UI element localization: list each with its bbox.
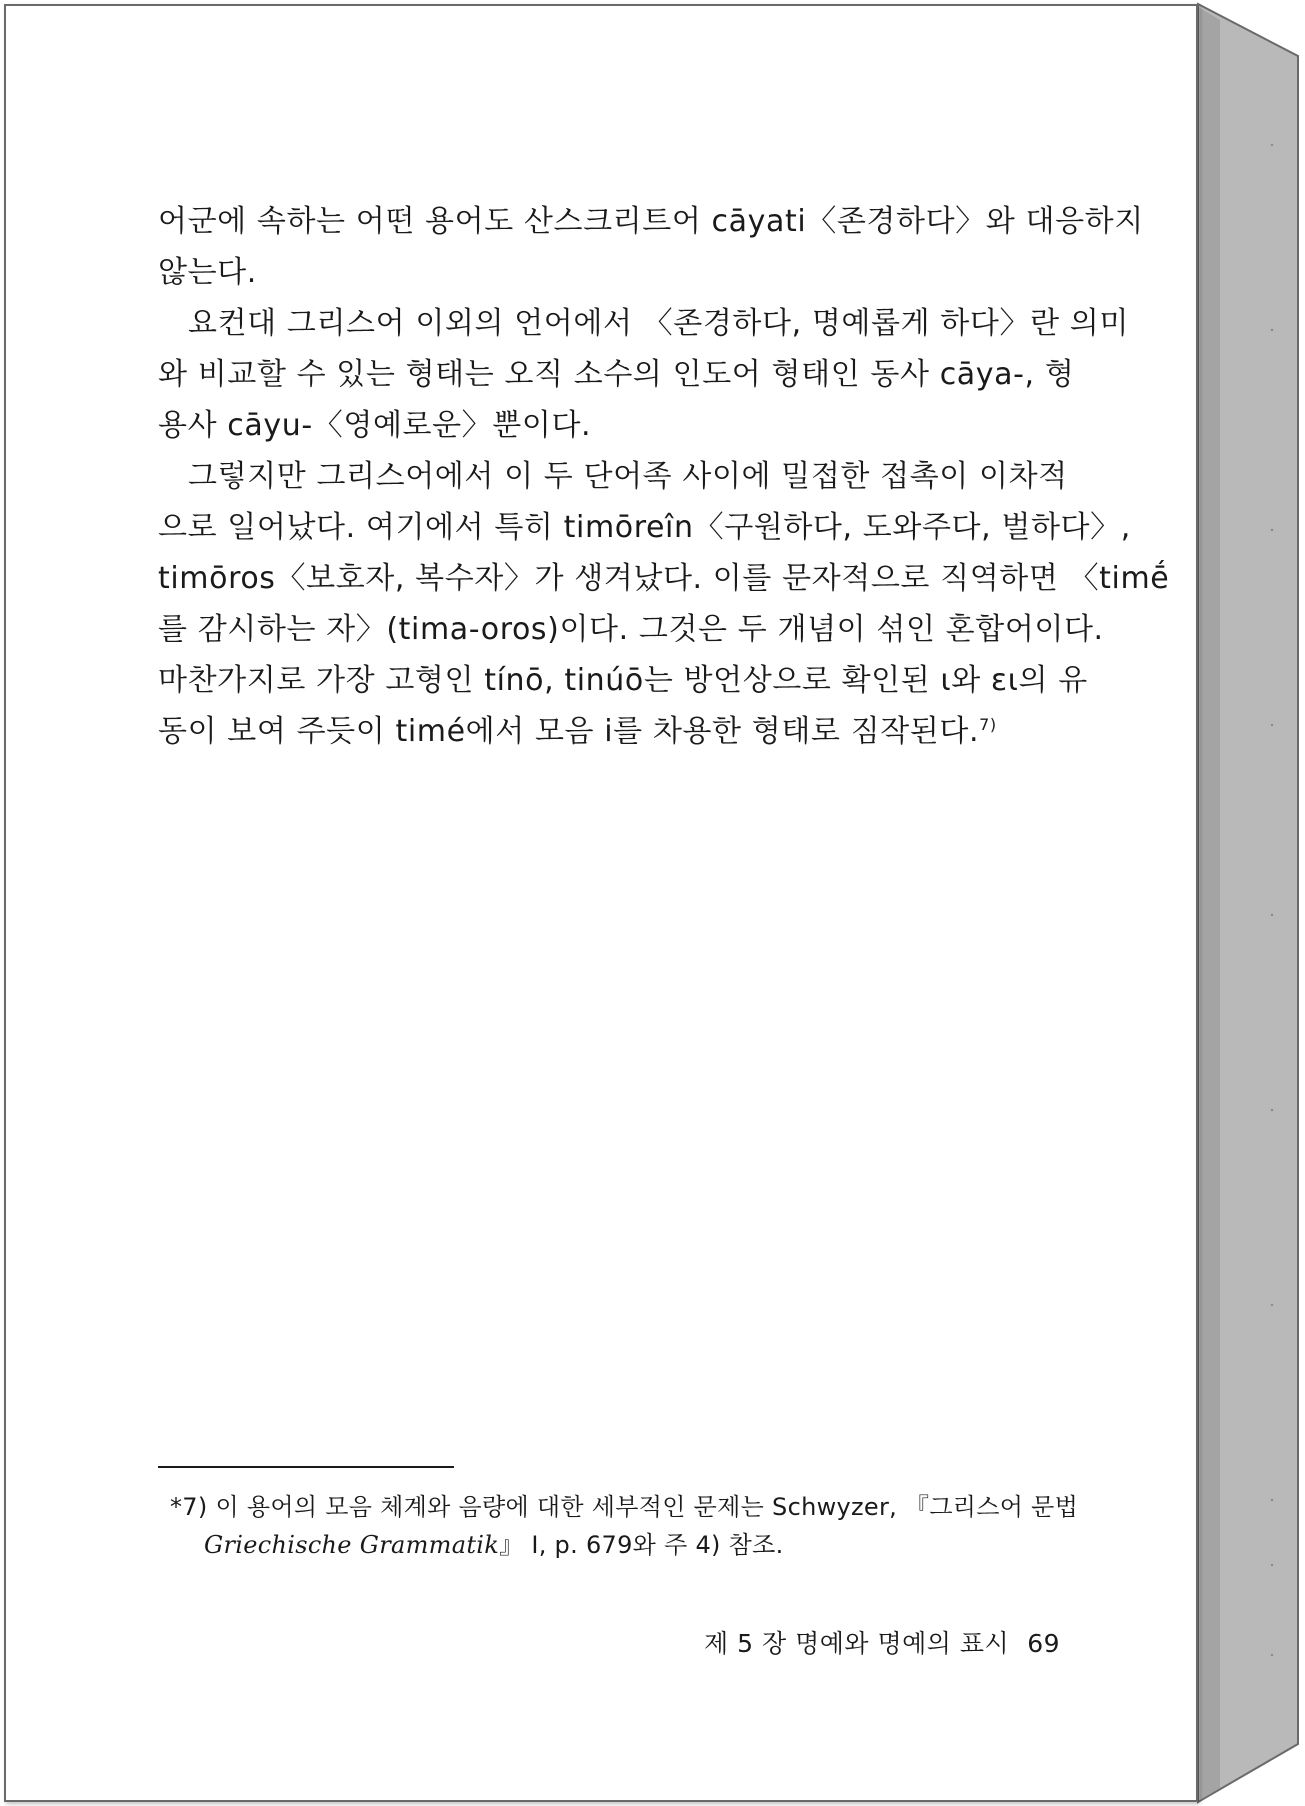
page-number: 69 [1027, 1629, 1060, 1658]
footnote-reference[interactable]: 7) [979, 715, 997, 734]
footnote-line-1: *7) 이 용어의 모음 체계와 음량에 대한 세부적인 문제는 Schwyzer, 『그리스어 문법 [170, 1493, 1079, 1521]
text-line: 마찬가지로 가장 고형인 tínō, tinúō는 방언상으로 확인된 ι와 ει의 유 [158, 663, 1088, 698]
text-line: timōros〈보호자, 복수자〉가 생겨났다. 이를 문자적으로 직역하면 〈timḗ [158, 561, 1170, 596]
footnote-italic-title: Griechische Grammatik [204, 1531, 500, 1559]
text-line: 않는다. [158, 255, 257, 290]
paragraph-2 [158, 298, 1129, 451]
body-text [158, 196, 1170, 757]
paragraph-1 [158, 196, 1144, 298]
text-line: 요컨대 그리스어 이외의 언어에서 〈존경하다, 명예롭게 하다〉란 의미 [188, 306, 1129, 341]
footnote-line-2 [170, 1526, 1044, 1564]
text-line: 그렇지만 그리스어에서 이 두 단어족 사이에 밀접한 접촉이 이차적 [188, 459, 1068, 494]
text-line: 와 비교할 수 있는 형태는 오직 소수의 인도어 형태인 동사 cāya-, 형 [158, 357, 1075, 392]
text-line: 용사 cāyu-〈영예로운〉뿐이다. [158, 408, 592, 443]
footnote [170, 1488, 1079, 1564]
page-footer [660, 1624, 1060, 1660]
footnote-line-2-rest: 』 I, p. 679와 주 4) 참조. [499, 1531, 784, 1559]
footnote-divider [158, 1466, 454, 1468]
chapter-title: 제 5 장 명예와 명예의 표시 [704, 1629, 1010, 1658]
book-side-shade [1200, 8, 1220, 1800]
book-side-face [1198, 4, 1298, 1802]
paragraph-3 [158, 451, 1170, 757]
text-line-with-note [158, 706, 1046, 757]
text-line: 를 감시하는 자〉(tima-oros)이다. 그것은 두 개념이 섞인 혼합어이다. [158, 612, 1104, 647]
text-line: 어군에 속하는 어떤 용어도 산스크리트어 cāyati〈존경하다〉와 대응하지 [158, 204, 1144, 239]
text-line: 동이 보여 주듯이 timé에서 모음 i를 차용한 형태로 짐작된다. [158, 714, 980, 749]
text-line: 으로 일어났다. 여기에서 특히 timōreîn〈구원하다, 도와주다, 벌하다〉, [158, 510, 1131, 545]
